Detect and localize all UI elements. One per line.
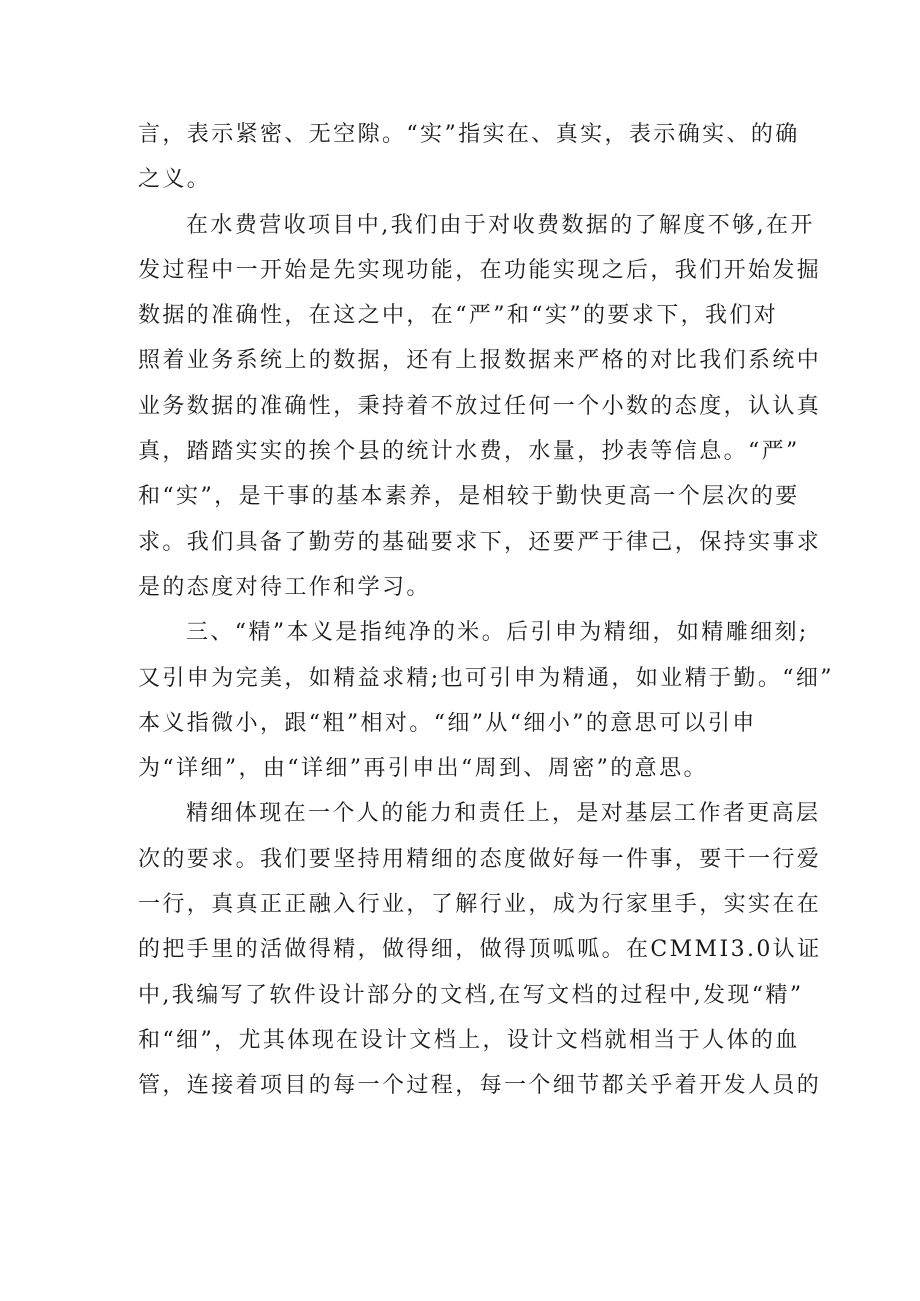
text-line: 是的态度对待工作和学习。: [138, 574, 431, 600]
text-line: 管，连接着项目的每一个过程，每一个细节都关乎着开发人员的: [138, 1073, 822, 1099]
text-line: 为“详细”，由“详细”再引申出“周到、周密”的意思。: [138, 756, 708, 782]
text-line: 在水费营收项目中,我们由于对收费数据的了解度不够,在开: [186, 212, 815, 238]
text-line: 求。我们具备了勤劳的基础要求下，还要严于律己，保持实事求: [138, 529, 822, 555]
text-line: 发过程中一开始是先实现功能，在功能实现之后，我们开始发掘: [138, 257, 822, 283]
text-line: 三、“精”本义是指纯净的米。后引申为精细，如精雕细刻;: [186, 620, 809, 646]
text-line: 中,我编写了软件设计部分的文档,在写文档的过程中,发现“精”: [138, 982, 804, 1008]
text-line: 又引申为完美，如精益求精;也可引申为精通，如业精于勤。“细”: [138, 665, 834, 691]
text-line: 次的要求。我们要坚持用精细的态度做好每一件事，要干一行爱: [138, 846, 822, 872]
body-text: [138, 112, 834, 1109]
text-line: 的把手里的活做得精，做得细，做得顶呱呱。在CMMI3.0认证: [138, 937, 822, 963]
text-line: 本义指微小，跟“粗”相对。“细”从“细小”的意思可以引申: [138, 710, 757, 736]
text-line: 真，踏踏实实的挨个县的统计水费，水量，抄表等信息。“严”: [138, 439, 800, 465]
text-line: 和“细”，尤其体现在设计文档上，设计文档就相当于人体的血: [138, 1027, 800, 1053]
text-line: 之义。: [138, 167, 212, 193]
text-line: 数据的准确性，在这之中，在“严”和“实”的要求下，我们对: [138, 303, 779, 329]
text-line: 精细体现在一个人的能力和责任上，是对基层工作者更高层: [186, 801, 821, 827]
text-line: 一行，真真正正融入行业，了解行业，成为行家里手，实实在在: [138, 892, 822, 918]
text-line: 和“实”，是干事的基本素养，是相较于勤快更高一个层次的要: [138, 484, 800, 510]
text-line: 言，表示紧密、无空隙。“实”指实在、真实，表示确实、的确: [138, 122, 800, 147]
text-line: 照着业务系统上的数据，还有上报数据来严格的对比我们系统中: [138, 348, 822, 374]
text-line: 业务数据的准确性，秉持着不放过任何一个小数的态度，认认真: [138, 393, 822, 419]
